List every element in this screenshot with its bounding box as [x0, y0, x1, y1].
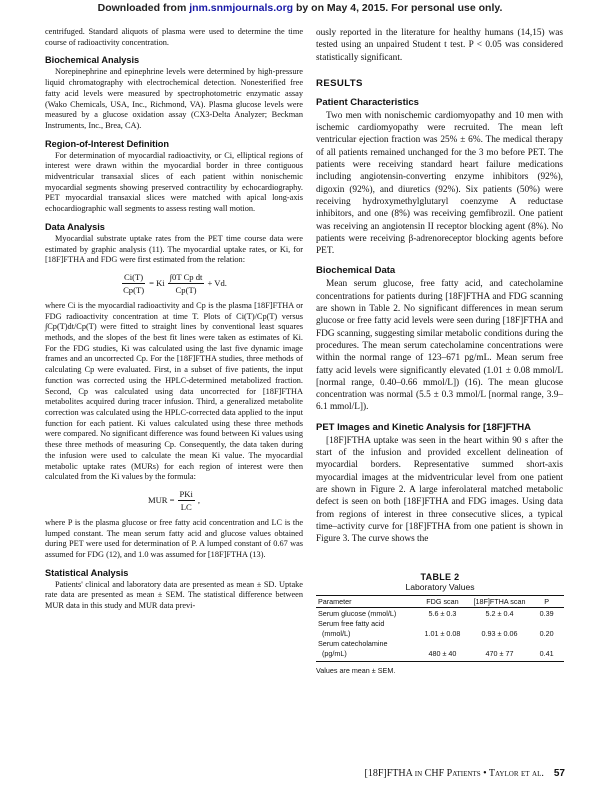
paragraph-pet-images: [18F]FTHA uptake was seen in the heart within 90 s after the start of the infusion and provided excellent delineation of myocardial borders. Representative summed short-axis myocardial images at the midventricular level from one patient are shown in Figure 2. A large inferolateral matched metabolic defect is seen on both [18F]FTHA and FDG images. Using data from regions of interest in three consecutive slices, a typical time–activity curve for [18F]FTHA from one patient is shown in Figure 3. The curve shows the [316, 435, 563, 545]
paragraph-data-analysis-3: where P is the plasma glucose or free fatty acid concentration and LC is the lumped constant. The mean serum fatty acid and glucose values obtained during PET were used for determination of P. A lumped constant of 0.67 was assumed for FDG (12), and 1.0 was assumed for [18F]FTHA (13). [45, 517, 303, 560]
heading-pet-images: PET Images and Kinetic Analysis for [18F]FTHA [316, 421, 532, 433]
equation-mur [45, 489, 303, 512]
banner-post: by on May 4, 2015. For personal use only. [293, 2, 503, 14]
table-cell: 0.39 [539, 608, 554, 618]
header-p: P [544, 597, 550, 606]
paragraph-continued: centrifuged. Standard aliquots of plasma were used to determine the time course of radioactivity concentration. [45, 27, 303, 47]
header-parameter: Parameter [318, 597, 352, 606]
table-cell [415, 618, 470, 628]
table-cell: 1.01 ± 0.08 [424, 628, 461, 638]
table-laboratory-values [316, 572, 564, 675]
paragraph-statistical-analysis: Patients' clinical and laboratory data are presented as mean ± SD. Uptake rate data are presented as mean ± SEM. The statistical difference between MUR data in this study and MUR data previ- [45, 579, 303, 611]
equation-equals: = Ki [149, 278, 165, 289]
heading-biochemical-data: Biochemical Data [316, 265, 396, 277]
running-title: [18F]FTHA in CHF Patients • Taylor et al. [364, 768, 544, 779]
heading-biochemical-analysis: Biochemical Analysis [45, 55, 140, 66]
equation-tail: + Vd. [207, 278, 227, 289]
table-cell [470, 618, 530, 628]
table-title: TABLE 2 [420, 572, 460, 582]
table-cell: Serum catecholamine [318, 638, 388, 648]
equation-rhs-fraction [168, 272, 205, 295]
right-column [316, 27, 563, 545]
table-row [316, 638, 564, 648]
table-cell: 5.2 ± 0.4 [485, 608, 514, 618]
table-row [316, 608, 564, 619]
banner-pre: Downloaded from [97, 2, 190, 14]
table-cell: 470 ± 77 [485, 648, 514, 658]
table-cell [470, 638, 530, 648]
paragraph-biochemical-analysis: Norepinephrine and epinephrine levels were determined by high-pressure liquid chromatography with electrochemical detection. Nonesterified free fatty acid levels were measured by spectrophotometric enzymatic assay (Wako Chemicals, USA, Inc., Richmond, VA). Plasma glucose levels were measured by a glucose oxidation assay (CX3-Delta Analyzer; Beckman Instruments, Inc., Brea, CA). [45, 67, 303, 130]
table-cell: Serum free fatty acid [318, 618, 385, 628]
table-subtitle: Laboratory Values [405, 582, 475, 592]
page-footer [340, 768, 565, 779]
heading-statistical-analysis: Statistical Analysis [45, 567, 129, 578]
heading-data-analysis: Data Analysis [45, 221, 105, 232]
equation-ki [45, 272, 303, 295]
header-fdg: FDG scan [426, 597, 459, 606]
left-column [45, 27, 303, 612]
table-cell: 0.41 [539, 648, 554, 658]
data-table [316, 595, 564, 662]
table-cell: 480 ± 40 [428, 648, 457, 658]
paragraph-data-analysis-2: where Ci is the myocardial radioactivity and Cp is the plasma [18F]FTHA or FDG radioactivity concentration at time T. Plots of Ci(T)/Cp(T) versus ∫Cp(T)dt/Cp(T) were fitted to straight lines by conventional least squares methods, and the slopes of the best fit lines were taken as estimates of Ki. For the FDG studies, Ki was calculated using the last five dynamic image frames and an uncorrected Cp. For the [18F]FTHA studies, three methods of calculating Cp were evaluated. First, in a subset of five patients, the input function was corrected using the HPLC-determined metabolized fraction. Second, Cp was calculated using data uncorrected for [18F]FTHA metabolites acquired during tracer infusion. Third, a generalized metabolite correction was calculated using the HPLC-corrected data applied to the input function for each patient. Ki values calculated using these three methods were compared. No significant difference was found between Ki values using these three methods of measuring Cp. Consequently, the data taken during the infusion were used to calculate the mean Ki value. The myocardial metabolic uptake rates (MURs) for each region of interest were then calculated from the Ki values by the formula: [45, 300, 303, 482]
equation-lhs-numerator: Ci(T) [124, 271, 144, 282]
table-cell [529, 618, 564, 628]
heading-patient-characteristics: Patient Characteristics [316, 96, 419, 108]
equation-mur-numerator: PKi [179, 488, 193, 499]
table-row [316, 628, 564, 638]
table-cell: 5.6 ± 0.3 [428, 608, 457, 618]
table-row [316, 648, 564, 661]
download-banner [0, 2, 600, 14]
equation-rhs-numerator: ∫0T Cp dt [169, 271, 203, 282]
table-cell [415, 638, 470, 648]
heading-roi-definition: Region-of-Interest Definition [45, 138, 170, 149]
header-ftha: [18F]FTHA scan [473, 597, 526, 606]
table-row [316, 618, 564, 628]
journal-link[interactable]: jnm.snmjournals.org [189, 2, 294, 14]
table-cell [529, 638, 564, 648]
equation-rhs-denominator: Cp(T) [175, 284, 197, 295]
table-cell: Serum glucose (mmol/L) [318, 608, 397, 618]
equation-lhs-fraction [121, 272, 146, 295]
equation-mur-fraction [178, 489, 195, 512]
page-number: 57 [553, 768, 565, 779]
table-cell: 0.20 [539, 628, 554, 638]
table-header-row [316, 596, 564, 608]
paragraph-data-analysis-1: Myocardial substrate uptake rates from the PET time course data were estimated by graphic analysis (11). The myocardial uptake rates, or Ki, for [18F]FTHA and FDG were first estimated from the relation: [45, 233, 303, 265]
heading-results: RESULTS [316, 77, 363, 89]
table-footnote: Values are mean ± SEM. [316, 665, 396, 675]
paragraph-continued-right: ously reported in the literature for healthy humans (14,15) was tested using an unpaired Student t test. P < 0.05 was considered statistically significant. [316, 28, 563, 63]
table-cell: 0.93 ± 0.06 [481, 628, 518, 638]
equation-lhs-denominator: Cp(T) [123, 284, 145, 295]
equation-mur-tail: , [197, 495, 201, 506]
table-cell: (mmol/L) [322, 628, 351, 638]
equation-mur-denominator: LC [180, 501, 192, 512]
paragraph-roi-definition: For determination of myocardial radioactivity, or Ci, elliptical regions of interest were drawn within the myocardial border in three contiguous midventricular transaxial slices of each patient within nonischemic myocardial segments showing preserved contractility by echocardiography. PET myocardial transaxial slices were matched with apical long-axis echocardiographic wall segments to assess resting wall motion. [45, 150, 303, 214]
equation-mur-lhs: MUR = [147, 495, 175, 506]
paragraph-patient-characteristics: Two men with nonischemic cardiomyopathy and 10 men with ischemic cardiomyopathy were recruited. The mean left ventricular ejection fraction was 25% ± 6%. The medical therapy of all patients remained unchanged for the 3 mo before PET. The patients were receiving standard heart failure medications including angiotensin-converting enzyme inhibitors (92%), digoxin (92%), and diuretics (92%). Six patients (50%) were receiving hydroxymethylglutaryl coenzyme A reductase inhibitors, and one (8%) was receiving gemfibrozil. One patient was receiving an angiotensin II receptor blocking agent (8%). No patients were receiving β-adrenoreceptor blocking agents before PET. [316, 110, 563, 257]
paragraph-biochemical-data: Mean serum glucose, free fatty acid, and catecholamine concentrations for patients during [18F]FTHA and FDG scanning are shown in Table 2. No significant differences in mean serum glucose or free fatty acid levels were seen during [18F]FTHA and FDG scanning, suggesting similar metabolic conditions during the procedures. The mean serum catecholamine concentrations were within the normal range of 123–671 pg/mL. Mean serum free fatty acid levels were significantly elevated (1.01 ± 0.08 mmol/L [normal range, 0.40–0.66 mmol/L]) (16). The mean glucose concentration was normal (5.5 ± 0.3 mmol/L [normal range, 3.9–6.1 mmol/L]). [316, 279, 563, 413]
table-cell: (pg/mL) [322, 648, 347, 658]
